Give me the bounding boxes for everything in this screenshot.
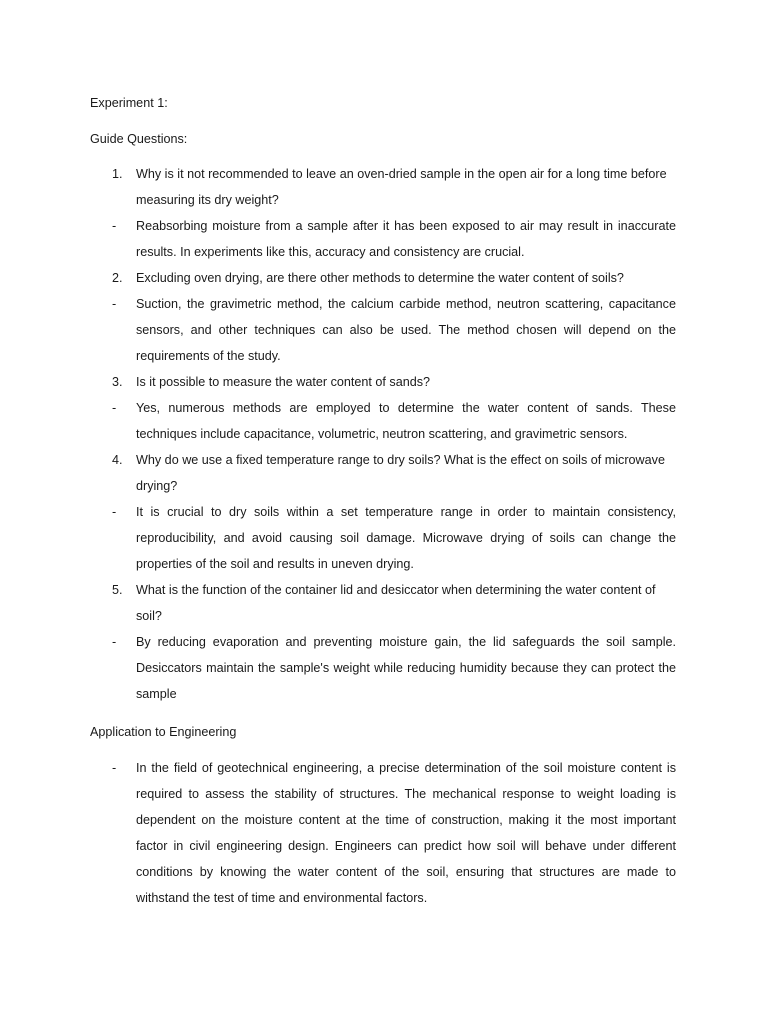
answer-item <box>112 213 676 265</box>
question-text: Why do we use a fixed temperature range to dry soils? What is the effect on soils of microwave drying? <box>136 453 665 493</box>
question-item <box>112 447 676 499</box>
question-item <box>112 161 676 213</box>
list-marker: - <box>112 635 117 649</box>
answer-item <box>112 499 676 577</box>
question-text: What is the function of the container lid and desiccator when determining the water content of soil? <box>136 583 656 623</box>
list-marker: - <box>112 505 117 519</box>
question-item <box>112 369 676 395</box>
answer-item <box>112 395 676 447</box>
application-heading: Application to Engineering <box>90 725 237 739</box>
list-marker: - <box>112 761 117 775</box>
application-text: In the field of geotechnical engineering, a precise determination of the soil moisture content is required to assess the stability of structures. The mechanical response to weight loading is dependent on the moisture content at the time of construction, making it the most important factor in civil engineering design. Engineers can predict how soil will behave under different conditions by knowing the water content of the soil, ensuring that structures are made to withstand the test of time and environmental factors. <box>136 761 676 905</box>
question-text: Excluding oven drying, are there other methods to determine the water content of soils? <box>136 271 624 285</box>
list-marker: 1. <box>112 167 123 181</box>
answer-item <box>112 629 676 707</box>
experiment-title: Experiment 1: <box>90 96 168 110</box>
list-marker: 3. <box>112 375 123 389</box>
answer-text: By reducing evaporation and preventing moisture gain, the lid safeguards the soil sample. Desiccators maintain the sample's weight while reducing humidity because they can protect the sample <box>136 635 676 701</box>
question-text: Why is it not recommended to leave an oven-dried sample in the open air for a long time before measuring its dry weight? <box>136 167 667 207</box>
application-item <box>112 755 676 911</box>
application-section <box>0 755 768 911</box>
answer-text: It is crucial to dry soils within a set temperature range in order to maintain consistency, reproducibility, and avoid causing soil damage. Microwave drying of soils can change the properties of the soil and results in uneven drying. <box>136 505 676 571</box>
list-marker: - <box>112 219 117 233</box>
guide-questions-list <box>0 161 768 707</box>
question-item <box>112 577 676 629</box>
answer-item <box>112 291 676 369</box>
list-marker: 5. <box>112 583 123 597</box>
list-marker: 4. <box>112 453 123 467</box>
list-marker: - <box>112 401 117 415</box>
question-item <box>112 265 676 291</box>
question-text: Is it possible to measure the water content of sands? <box>136 375 431 389</box>
answer-text: Yes, numerous methods are employed to determine the water content of sands. These techniques include capacitance, volumetric, neutron scattering, and gravimetric sensors. <box>136 401 676 441</box>
list-marker: 2. <box>112 271 123 285</box>
guide-questions-heading: Guide Questions: <box>90 132 188 146</box>
list-marker: - <box>112 297 117 311</box>
answer-text: Suction, the gravimetric method, the calcium carbide method, neutron scattering, capacitance sensors, and other techniques can also be used. The method chosen will depend on the requirements of the study. <box>136 297 676 363</box>
answer-text: Reabsorbing moisture from a sample after it has been exposed to air may result in inaccurate results. In experiments like this, accuracy and consistency are crucial. <box>136 219 676 259</box>
